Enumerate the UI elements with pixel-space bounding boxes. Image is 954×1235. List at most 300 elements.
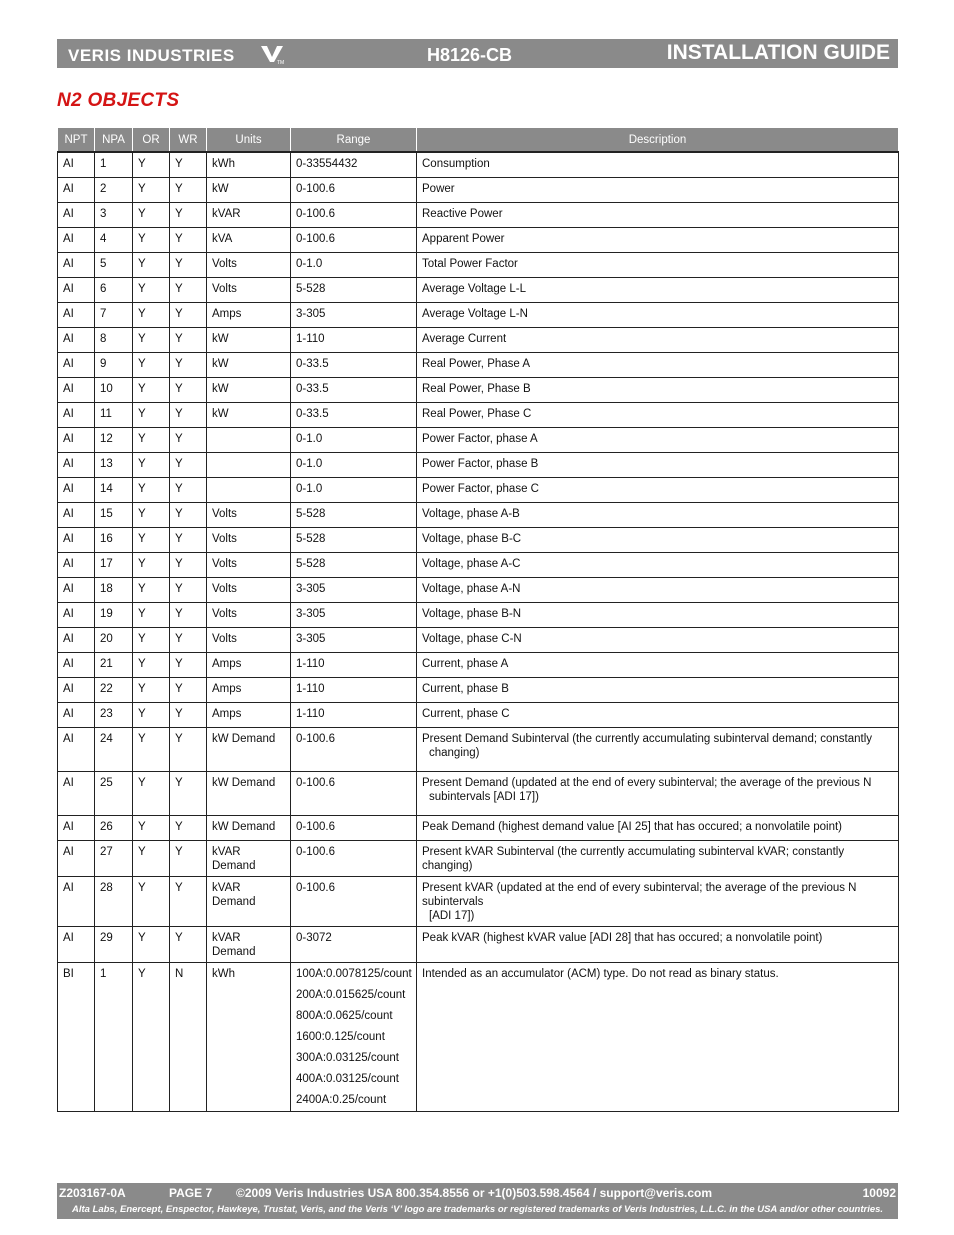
npa-cell: 19 [95,603,133,628]
or-cell: Y [133,578,170,603]
range-cell: 0-100.6 [291,228,417,253]
npt-cell: AI [58,228,95,253]
table-row [58,927,899,963]
or-cell: Y [133,453,170,478]
units-cell: kVAR Demand [207,877,291,927]
units-cell: Amps [207,653,291,678]
or-cell: Y [133,678,170,703]
units-cell: Volts [207,253,291,278]
description-cell [417,503,899,528]
units-cell: kW [207,403,291,428]
or-cell: Y [133,927,170,963]
wr-cell: Y [170,728,207,772]
description-text: Present Demand (updated at the end of every subinterval; the average of the previous N [422,777,872,789]
npa-cell: 28 [95,877,133,927]
column-header: Range [291,128,417,153]
or-cell: Y [133,841,170,877]
or-cell: Y [133,278,170,303]
description-text: Power Factor, phase A [422,433,538,445]
units-cell: Volts [207,553,291,578]
or-cell: Y [133,428,170,453]
table-row [58,653,899,678]
npt-cell: AI [58,403,95,428]
description-cell [417,653,899,678]
description-text: Power [422,183,455,195]
range-line: 2400A:0.25/count [296,1094,387,1106]
or-cell: Y [133,653,170,678]
table-row [58,553,899,578]
wr-cell: Y [170,453,207,478]
table-row [58,428,899,453]
units-cell: Volts [207,628,291,653]
description-text: Peak kVAR (highest kVAR value [ADI 28] that has occured; a nonvolatile point) [422,932,823,944]
range-cell: 0-33554432 [291,152,417,178]
column-header: OR [133,128,170,153]
npa-cell: 12 [95,428,133,453]
npa-cell: 21 [95,653,133,678]
brand-tm-mark: TM [277,60,284,65]
wr-cell: Y [170,503,207,528]
npa-cell: 22 [95,678,133,703]
wr-cell: Y [170,603,207,628]
units-cell: kVAR Demand [207,841,291,877]
or-cell: Y [133,178,170,203]
npt-cell: AI [58,378,95,403]
description-text: Real Power, Phase C [422,408,532,420]
npt-cell: AI [58,703,95,728]
npa-cell: 26 [95,816,133,841]
npa-cell: 9 [95,353,133,378]
or-cell: Y [133,478,170,503]
description-cell [417,678,899,703]
page-number: PAGE 7 [169,1186,213,1200]
wr-cell: Y [170,528,207,553]
npa-cell: 14 [95,478,133,503]
units-cell: Volts [207,603,291,628]
wr-cell: Y [170,877,207,927]
wr-cell: Y [170,203,207,228]
npa-cell: 7 [95,303,133,328]
npt-cell: AI [58,841,95,877]
range-line: 1600:0.125/count [296,1031,385,1043]
wr-cell: Y [170,678,207,703]
trademark-notice: Alta Labs, Enercept, Enspector, Hawkeye, Trustat, Veris, and the Veris ‘V’ logo are trademarks or registered trademarks of Veris Industries, L.L.C. in the USA and/or other countries. [71,1204,884,1215]
range-cell: 0-100.6 [291,877,417,927]
npa-cell: 3 [95,203,133,228]
or-cell: Y [133,703,170,728]
wr-cell: Y [170,816,207,841]
wr-cell: Y [170,303,207,328]
description-text: Current, phase B [422,683,509,695]
description-text: Apparent Power [422,233,505,245]
table-row [58,816,899,841]
table-row [58,841,899,877]
npt-cell: AI [58,678,95,703]
npt-cell: AI [58,428,95,453]
description-cell [417,927,899,963]
table-row [58,253,899,278]
or-cell: Y [133,528,170,553]
wr-cell: Y [170,428,207,453]
range-cell: 0-100.6 [291,772,417,816]
table-row [58,453,899,478]
wr-cell: Y [170,578,207,603]
npa-cell: 4 [95,228,133,253]
or-cell: Y [133,328,170,353]
npa-cell: 5 [95,253,133,278]
table-body [58,152,899,1112]
wr-cell: Y [170,927,207,963]
description-cell [417,378,899,403]
table-row [58,303,899,328]
description-text: Present Demand Subinterval (the currently accumulating subinterval demand; constantly [422,733,873,745]
npa-cell: 16 [95,528,133,553]
wr-cell: Y [170,178,207,203]
npt-cell: BI [58,963,95,1112]
description-text: Present kVAR (updated at the end of every subinterval; the average of the previous N subintervals [422,882,857,908]
npa-cell: 6 [95,278,133,303]
units-cell: kVA [207,228,291,253]
range-cell: 0-100.6 [291,178,417,203]
range-line: 800A:0.0625/count [296,1010,393,1022]
wr-cell: Y [170,253,207,278]
npt-cell: AI [58,203,95,228]
section-title: N2 OBJECTS [57,90,180,111]
units-cell: Amps [207,703,291,728]
description-cell [417,772,899,816]
range-cell: 0-100.6 [291,816,417,841]
npa-cell: 27 [95,841,133,877]
wr-cell: Y [170,353,207,378]
units-cell: kW [207,353,291,378]
npt-cell: AI [58,478,95,503]
description-cell [417,478,899,503]
range-line: 200A:0.015625/count [296,989,406,1001]
or-cell: Y [133,228,170,253]
units-cell: kW Demand [207,772,291,816]
npt-cell: AI [58,603,95,628]
description-text: Peak Demand (highest demand value [AI 25] that has occured; a nonvolatile point) [422,821,843,833]
units-cell: kWh [207,152,291,178]
units-cell: Volts [207,278,291,303]
range-cell: 0-1.0 [291,453,417,478]
wr-cell: Y [170,653,207,678]
npa-cell: 25 [95,772,133,816]
npa-cell: 11 [95,403,133,428]
veris-v-logo-icon [260,43,284,65]
table-row [58,478,899,503]
npt-cell: AI [58,728,95,772]
description-text: Reactive Power [422,208,503,220]
units-cell: kW [207,178,291,203]
description-text: Average Voltage L-N [422,308,528,320]
table-row [58,503,899,528]
description-text-continued: subintervals [ADI 17]) [429,791,539,803]
description-cell [417,152,899,178]
or-cell: Y [133,628,170,653]
or-cell: Y [133,816,170,841]
description-text: Real Power, Phase B [422,383,531,395]
column-header: Units [207,128,291,153]
description-cell [417,816,899,841]
npt-cell: AI [58,772,95,816]
npa-cell: 20 [95,628,133,653]
wr-cell: Y [170,403,207,428]
or-cell: Y [133,877,170,927]
units-cell [207,428,291,453]
table-row [58,178,899,203]
description-cell [417,528,899,553]
wr-cell: Y [170,478,207,503]
or-cell: Y [133,772,170,816]
table-row [58,328,899,353]
description-cell [417,628,899,653]
units-cell: Amps [207,303,291,328]
or-cell: Y [133,603,170,628]
description-text: Voltage, phase A-B [422,508,520,520]
copyright-contact: ©2009 Veris Industries USA 800.354.8556 or +1(0)503.598.4564 / support@veris.com [236,1186,713,1200]
description-cell [417,553,899,578]
description-cell [417,278,899,303]
or-cell: Y [133,553,170,578]
wr-cell: N [170,963,207,1112]
npa-cell: 17 [95,553,133,578]
npt-cell: AI [58,528,95,553]
description-text: Voltage, phase A-C [422,558,521,570]
or-cell: Y [133,303,170,328]
column-header: WR [170,128,207,153]
range-cell: 5-528 [291,528,417,553]
npt-cell: AI [58,503,95,528]
or-cell: Y [133,403,170,428]
model-number: H8126-CB [427,45,513,65]
table-row [58,678,899,703]
range-cell: 0-100.6 [291,203,417,228]
range-line: 100A:0.0078125/count [296,968,412,980]
guide-title: INSTALLATION GUIDE [666,41,890,64]
wr-cell: Y [170,628,207,653]
table-row [58,528,899,553]
range-cell: 0-33.5 [291,378,417,403]
range-cell: 3-305 [291,628,417,653]
units-cell [207,453,291,478]
npa-cell: 10 [95,378,133,403]
description-text: Power Factor, phase C [422,483,539,495]
table-row [58,278,899,303]
or-cell: Y [133,963,170,1112]
npa-cell: 1 [95,963,133,1112]
description-cell [417,403,899,428]
description-text-continued: [ADI 17]) [429,910,475,922]
table-row [58,578,899,603]
npt-cell: AI [58,628,95,653]
n2-objects-table [57,127,899,1112]
table-row [58,628,899,653]
range-cell: 0-33.5 [291,353,417,378]
table-row [58,203,899,228]
npt-cell: AI [58,152,95,178]
wr-cell: Y [170,378,207,403]
npa-cell: 15 [95,503,133,528]
description-cell [417,428,899,453]
npa-cell: 8 [95,328,133,353]
units-cell: Amps [207,678,291,703]
table-row [58,703,899,728]
or-cell: Y [133,353,170,378]
description-text: Average Current [422,333,507,345]
npa-cell: 24 [95,728,133,772]
range-cell: 1-110 [291,678,417,703]
npa-cell: 13 [95,453,133,478]
range-cell [291,963,417,1112]
or-cell: Y [133,503,170,528]
description-cell [417,841,899,877]
units-cell: kW [207,328,291,353]
wr-cell: Y [170,772,207,816]
npt-cell: AI [58,653,95,678]
npt-cell: AI [58,553,95,578]
units-cell: kWh [207,963,291,1112]
units-cell: kVAR [207,203,291,228]
npa-cell: 1 [95,152,133,178]
units-cell: kW Demand [207,816,291,841]
npt-cell: AI [58,328,95,353]
range-cell: 3-305 [291,303,417,328]
range-cell: 1-110 [291,653,417,678]
npt-cell: AI [58,303,95,328]
range-line: 300A:0.03125/count [296,1052,399,1064]
description-cell [417,228,899,253]
footer-bar [57,1183,898,1219]
npt-cell: AI [58,816,95,841]
description-cell [417,328,899,353]
column-header: NPA [95,128,133,153]
wr-cell: Y [170,841,207,877]
npt-cell: AI [58,927,95,963]
description-text: Average Voltage L-L [422,283,527,295]
range-cell: 0-1.0 [291,428,417,453]
units-cell: Volts [207,578,291,603]
npt-cell: AI [58,353,95,378]
units-cell: kW Demand [207,728,291,772]
table-row [58,152,899,178]
wr-cell: Y [170,278,207,303]
range-cell: 0-100.6 [291,841,417,877]
npa-cell: 23 [95,703,133,728]
units-cell: kW [207,378,291,403]
range-cell: 0-3072 [291,927,417,963]
range-cell: 0-1.0 [291,253,417,278]
table-row [58,228,899,253]
or-cell: Y [133,378,170,403]
brand-name: VERIS INDUSTRIES [68,46,235,65]
description-text-continued: changing) [429,747,480,759]
description-text: Voltage, phase B-C [422,533,522,545]
range-cell: 5-528 [291,553,417,578]
npt-cell: AI [58,453,95,478]
range-cell: 5-528 [291,503,417,528]
table-row [58,353,899,378]
table-row-bi [58,963,899,1112]
description-text: Present kVAR Subinterval (the currently accumulating subinterval kVAR; constantly changing) [422,846,845,872]
range-line: 400A:0.03125/count [296,1073,399,1085]
range-cell: 1-110 [291,703,417,728]
table-row [58,403,899,428]
range-cell: 0-1.0 [291,478,417,503]
description-text: Real Power, Phase A [422,358,531,370]
wr-cell: Y [170,152,207,178]
npt-cell: AI [58,578,95,603]
description-text: Total Power Factor [422,258,518,270]
description-cell [417,178,899,203]
npt-cell: AI [58,877,95,927]
description-text: Current, phase A [422,658,509,670]
description-cell [417,203,899,228]
or-cell: Y [133,253,170,278]
range-cell: 5-528 [291,278,417,303]
npa-cell: 18 [95,578,133,603]
units-cell: Volts [207,503,291,528]
header-bar [57,39,898,68]
description-cell [417,253,899,278]
or-cell: Y [133,728,170,772]
description-cell [417,578,899,603]
description-text: Consumption [422,158,490,170]
table-header-row [58,128,899,153]
wr-cell: Y [170,228,207,253]
table-row [58,378,899,403]
description-cell [417,303,899,328]
description-text: Voltage, phase B-N [422,608,522,620]
description-text: Voltage, phase A-N [422,583,521,595]
table-row [58,728,899,772]
npt-cell: AI [58,278,95,303]
description-cell [417,453,899,478]
description-cell [417,877,899,927]
table-row [58,603,899,628]
table-row [58,772,899,816]
description-text: Voltage, phase C-N [422,633,522,645]
description-text: Power Factor, phase B [422,458,539,470]
table-row [58,877,899,927]
wr-cell: Y [170,553,207,578]
description-cell [417,603,899,628]
units-cell [207,478,291,503]
npt-cell: AI [58,253,95,278]
npa-cell: 2 [95,178,133,203]
units-cell: Volts [207,528,291,553]
wr-cell: Y [170,328,207,353]
npt-cell: AI [58,178,95,203]
description-cell [417,728,899,772]
column-header: Description [417,128,899,153]
units-cell: kVAR Demand [207,927,291,963]
range-cell: 3-305 [291,578,417,603]
range-cell: 3-305 [291,603,417,628]
column-header: NPT [58,128,95,153]
range-cell: 0-33.5 [291,403,417,428]
range-cell: 1-110 [291,328,417,353]
or-cell: Y [133,203,170,228]
description-text: Current, phase C [422,708,510,720]
wr-cell: Y [170,703,207,728]
date-code: 10092 [862,1186,896,1200]
description-cell [417,703,899,728]
description-cell: Intended as an accumulator (ACM) type. Do not read as binary status. [417,963,899,1112]
range-cell: 0-100.6 [291,728,417,772]
description-cell [417,353,899,378]
npa-cell: 29 [95,927,133,963]
